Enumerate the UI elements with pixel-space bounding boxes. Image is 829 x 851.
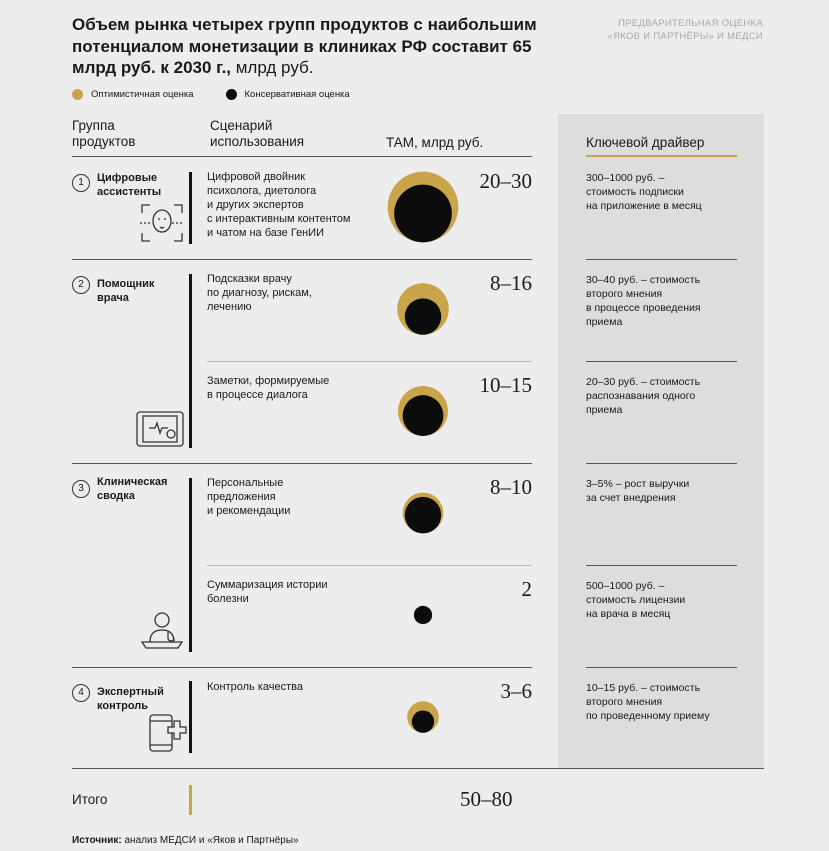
driver-5-line-2: стоимость лицензии bbox=[586, 594, 686, 606]
total-gold-bar bbox=[189, 785, 192, 815]
header-driver: Ключевой драйвер bbox=[586, 135, 705, 150]
row-3-divider bbox=[207, 361, 532, 362]
driver-3-line-3: приема bbox=[586, 404, 623, 416]
driver-divider-2 bbox=[586, 259, 737, 260]
header-divider bbox=[72, 156, 532, 157]
header-tam: ТАМ, млрд руб. bbox=[386, 135, 484, 150]
scenario-5-line-2: болезни bbox=[207, 593, 249, 605]
scenario-2-line-2: по диагнозу, рискам, bbox=[207, 287, 312, 299]
driver-4 bbox=[586, 477, 746, 505]
driver-5-line-3: на врача в месяц bbox=[586, 608, 671, 620]
title-unit: млрд руб. bbox=[231, 58, 314, 77]
tam-value-5: 2 bbox=[521, 577, 532, 601]
driver-3 bbox=[586, 375, 746, 417]
driver-4-line-1: 3–5% – рост выручки bbox=[586, 478, 690, 490]
legend-conservative-label: Консервативная оценка bbox=[244, 89, 350, 100]
driver-2 bbox=[586, 273, 746, 329]
group-4-bar bbox=[189, 681, 192, 753]
source-label: Источник: bbox=[72, 835, 122, 846]
group-3-name bbox=[97, 475, 167, 503]
group-4-number: 4 bbox=[72, 684, 90, 702]
driver-6-line-2: второго мнения bbox=[586, 696, 663, 708]
group-2-divider bbox=[72, 259, 532, 260]
scenario-3 bbox=[207, 374, 377, 402]
group-4-name bbox=[97, 685, 164, 713]
doctor-laptop-icon bbox=[138, 608, 186, 652]
driver-2-line-4: приема bbox=[586, 316, 623, 328]
legend-conservative-swatch bbox=[226, 89, 237, 100]
scenario-1-line-1: Цифровой двойник bbox=[207, 171, 306, 183]
group-2-name-line-1: Помощник bbox=[97, 278, 155, 290]
row-5-divider bbox=[207, 565, 532, 566]
legend-optimistic-swatch bbox=[72, 89, 83, 100]
driver-2-line-2: второго мнения bbox=[586, 288, 663, 300]
group-2-name bbox=[97, 277, 154, 305]
scenario-1 bbox=[207, 170, 377, 240]
bubble-conservative-5 bbox=[414, 606, 432, 624]
driver-6-line-1: 10–15 руб. – стоимость bbox=[586, 682, 701, 694]
total-value: 50–80 bbox=[460, 787, 513, 811]
scenario-1-line-3: и других экспертов bbox=[207, 199, 304, 211]
group-4-name-line-2: контроль bbox=[97, 700, 149, 712]
group-3-name-line-1: Клиническая bbox=[97, 476, 168, 488]
scenario-5-line-1: Суммаризация истории bbox=[207, 579, 328, 591]
group-1-number: 1 bbox=[72, 174, 90, 192]
group-4-divider bbox=[72, 667, 532, 668]
driver-divider-5 bbox=[586, 565, 737, 566]
face-scan-icon bbox=[138, 201, 186, 245]
header-scenario bbox=[210, 118, 304, 150]
scenario-6 bbox=[207, 680, 377, 694]
phone-cross-icon bbox=[146, 713, 188, 753]
scenario-2-line-1: Подсказки врачу bbox=[207, 273, 292, 285]
scenario-1-line-5: и чатом на базе ГенИИ bbox=[207, 227, 325, 239]
tam-value-2: 8–16 bbox=[490, 271, 532, 295]
scenario-3-line-2: в процессе диалога bbox=[207, 389, 308, 401]
group-3-number: 3 bbox=[72, 480, 90, 498]
tablet-heart-icon bbox=[135, 410, 185, 448]
scenario-2-line-3: лечению bbox=[207, 301, 252, 313]
group-3-name-line-2: сводка bbox=[97, 490, 135, 502]
bubble-conservative-6 bbox=[412, 710, 434, 732]
source-note bbox=[72, 835, 299, 846]
driver-2-line-3: в процессе проведения bbox=[586, 302, 701, 314]
group-3-divider bbox=[72, 463, 532, 464]
chart-title bbox=[72, 14, 572, 79]
group-1-name-line-2: ассистенты bbox=[97, 186, 162, 198]
driver-3-line-2: распознавания одного bbox=[586, 390, 696, 402]
prelim-line-2: «ЯКОВ И ПАРТНЁРЫ» И МЕДСИ bbox=[607, 31, 763, 42]
driver-4-line-2: за счет внедрения bbox=[586, 492, 676, 504]
group-2-bar bbox=[189, 274, 192, 448]
scenario-4 bbox=[207, 476, 377, 518]
driver-divider-3 bbox=[586, 361, 737, 362]
title-main: Объем рынка четырех групп продуктов с наибольшим потенциалом монетизации в клиниках РФ составит 65 млрд руб. к 2030 г., bbox=[72, 15, 537, 77]
legend-optimistic bbox=[72, 89, 194, 100]
driver-1 bbox=[586, 171, 746, 213]
scenario-4-line-2: предложения bbox=[207, 491, 276, 503]
group-1-bar bbox=[189, 172, 192, 244]
tam-value-6: 3–6 bbox=[500, 679, 532, 703]
header-driver-underline bbox=[586, 155, 737, 157]
scenario-3-line-1: Заметки, формируемые bbox=[207, 375, 330, 387]
driver-6 bbox=[586, 681, 746, 723]
scenario-6-line-1: Контроль качества bbox=[207, 681, 303, 693]
group-2-name-line-2: врача bbox=[97, 292, 129, 304]
legend-optimistic-label: Оптимистичная оценка bbox=[91, 89, 194, 100]
tam-value-3: 10–15 bbox=[479, 373, 532, 397]
bubble-conservative-3 bbox=[403, 395, 444, 436]
driver-divider-6 bbox=[586, 667, 737, 668]
group-1-name bbox=[97, 171, 161, 199]
legend-conservative bbox=[226, 89, 350, 100]
group-2-number: 2 bbox=[72, 276, 90, 294]
scenario-4-line-3: и рекомендации bbox=[207, 505, 291, 517]
group-3-bar bbox=[189, 478, 192, 652]
header-scenario-line-2: использования bbox=[210, 134, 305, 149]
scenario-2 bbox=[207, 272, 377, 314]
source-text: анализ МЕДСИ и «Яков и Партнёры» bbox=[121, 835, 299, 846]
scenario-1-line-2: психолога, диетолога bbox=[207, 185, 317, 197]
driver-divider-4 bbox=[586, 463, 737, 464]
legend bbox=[72, 89, 382, 100]
tam-value-4: 8–10 bbox=[490, 475, 532, 499]
scenario-5 bbox=[207, 578, 377, 606]
header-group bbox=[72, 118, 135, 150]
header-scenario-line-1: Сценарий bbox=[210, 118, 273, 133]
group-1-name-line-1: Цифровые bbox=[97, 172, 158, 184]
driver-2-line-1: 30–40 руб. – стоимость bbox=[586, 274, 701, 286]
preliminary-note bbox=[608, 17, 764, 43]
bubble-conservative-2 bbox=[405, 298, 441, 334]
header-group-line-1: Группа bbox=[72, 118, 115, 133]
tam-value-1: 20–30 bbox=[479, 169, 532, 193]
driver-1-line-3: на приложение в месяц bbox=[586, 200, 702, 212]
total-label: Итого bbox=[72, 792, 108, 807]
group-4-name-line-1: Экспертный bbox=[97, 686, 164, 698]
driver-5 bbox=[586, 579, 746, 621]
header-group-line-2: продуктов bbox=[72, 134, 136, 149]
scenario-1-line-4: с интерактивным контентом bbox=[207, 213, 351, 225]
driver-5-line-1: 500–1000 руб. – bbox=[586, 580, 665, 592]
driver-1-line-2: стоимость подписки bbox=[586, 186, 684, 198]
driver-1-line-1: 300–1000 руб. – bbox=[586, 172, 665, 184]
driver-6-line-3: по проведенному приему bbox=[586, 710, 710, 722]
driver-3-line-1: 20–30 руб. – стоимость bbox=[586, 376, 701, 388]
bubble-conservative-4 bbox=[405, 497, 441, 533]
total-divider bbox=[72, 768, 764, 769]
scenario-4-line-1: Персональные bbox=[207, 477, 284, 489]
prelim-line-1: ПРЕДВАРИТЕЛЬНАЯ ОЦЕНКА bbox=[618, 18, 763, 29]
